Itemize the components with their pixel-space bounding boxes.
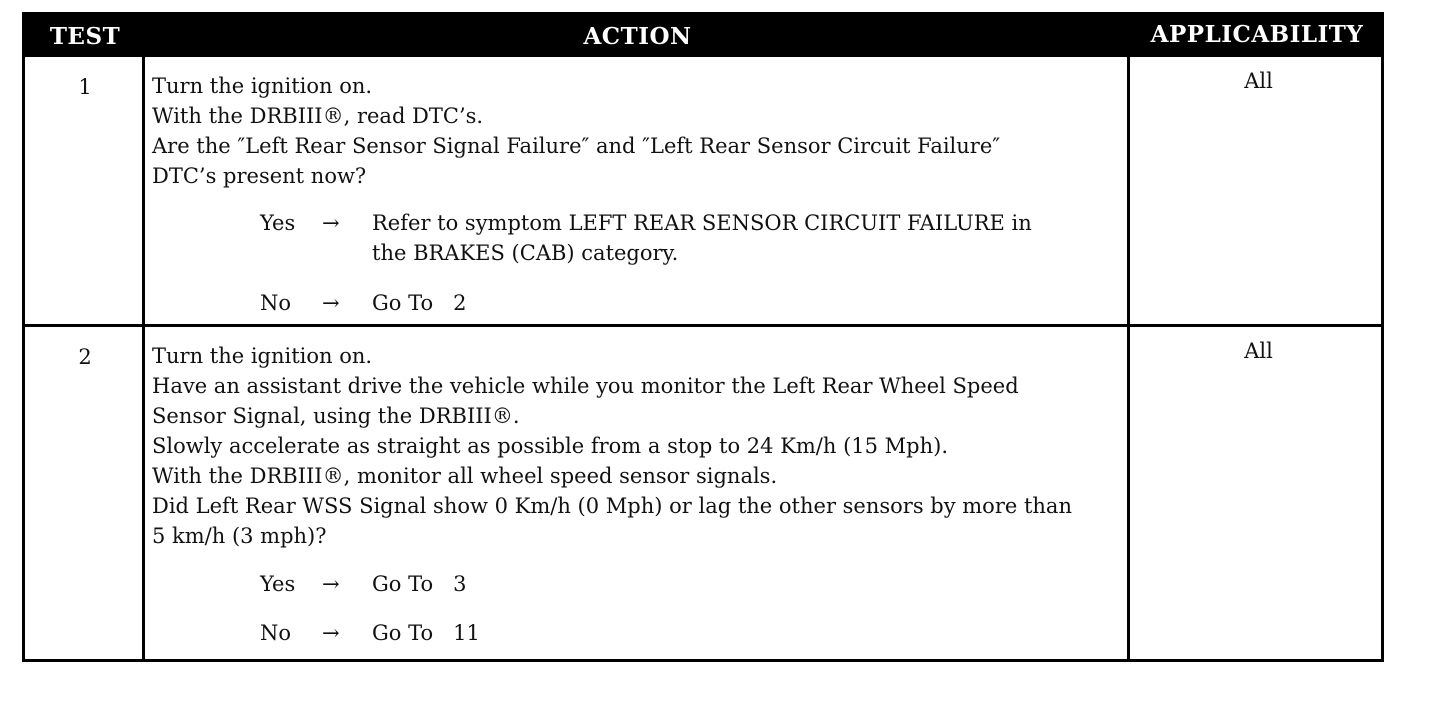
arrow-icon: → — [322, 291, 340, 315]
action-line: Turn the ignition on. — [152, 74, 373, 98]
test-number-1: 1 — [78, 75, 92, 99]
goto-target: 11 — [453, 621, 480, 645]
yes-instruction — [372, 208, 1122, 268]
column-divider-action — [1127, 57, 1130, 659]
no-label: No — [260, 621, 292, 645]
goto-target: 2 — [453, 291, 467, 315]
yes-instruction-line: Refer to symptom LEFT REAR SENSOR CIRCUIT FAILURE in — [372, 211, 1032, 235]
action-line: Turn the ignition on. — [152, 344, 373, 368]
goto-label: Go To — [372, 572, 434, 596]
action-line: Sensor Signal, using the DRBIII®. — [152, 404, 520, 428]
yes-instruction-line: the BRAKES (CAB) category. — [372, 241, 679, 265]
arrow-icon: → — [322, 621, 340, 645]
action-line: Have an assistant drive the vehicle while you monitor the Left Rear Wheel Speed — [152, 374, 1019, 398]
arrow-icon: → — [322, 211, 340, 235]
diagnostic-test-table — [22, 12, 1384, 662]
no-instruction — [372, 618, 1122, 648]
goto-label: Go To — [372, 621, 434, 645]
header-applicability: APPLICABILITY — [1150, 21, 1364, 48]
row-divider — [25, 324, 1381, 327]
goto-label: Go To — [372, 291, 434, 315]
action-line: With the DRBIII®, monitor all wheel speed sensor signals. — [152, 464, 778, 488]
header-test: TEST — [49, 23, 121, 50]
header-action: ACTION — [583, 23, 692, 50]
test-number-2: 2 — [78, 345, 92, 369]
action-line: Did Left Rear WSS Signal show 0 Km/h (0 Mph) or lag the other sensors by more than — [152, 494, 1072, 518]
no-label: No — [260, 291, 292, 315]
action-line: Are the ″Left Rear Sensor Signal Failure″ and ″Left Rear Sensor Circuit Failure″ — [152, 134, 1001, 158]
action-line: DTC’s present now? — [152, 164, 367, 188]
action-text-1 — [152, 71, 1122, 191]
arrow-icon: → — [322, 572, 340, 596]
action-line: Slowly accelerate as straight as possible from a stop to 24 Km/h (15 Mph). — [152, 434, 949, 458]
action-text-2 — [152, 341, 1122, 551]
no-instruction — [372, 288, 1122, 318]
yes-instruction — [372, 569, 1122, 599]
action-line: 5 km/h (3 mph)? — [152, 524, 327, 548]
action-line: With the DRBIII®, read DTC’s. — [152, 104, 484, 128]
goto-target: 3 — [453, 572, 467, 596]
applicability-2: All — [1244, 339, 1273, 363]
yes-label: Yes — [260, 572, 296, 596]
applicability-1: All — [1244, 69, 1273, 93]
table-header — [25, 15, 1381, 57]
yes-label: Yes — [260, 211, 296, 235]
